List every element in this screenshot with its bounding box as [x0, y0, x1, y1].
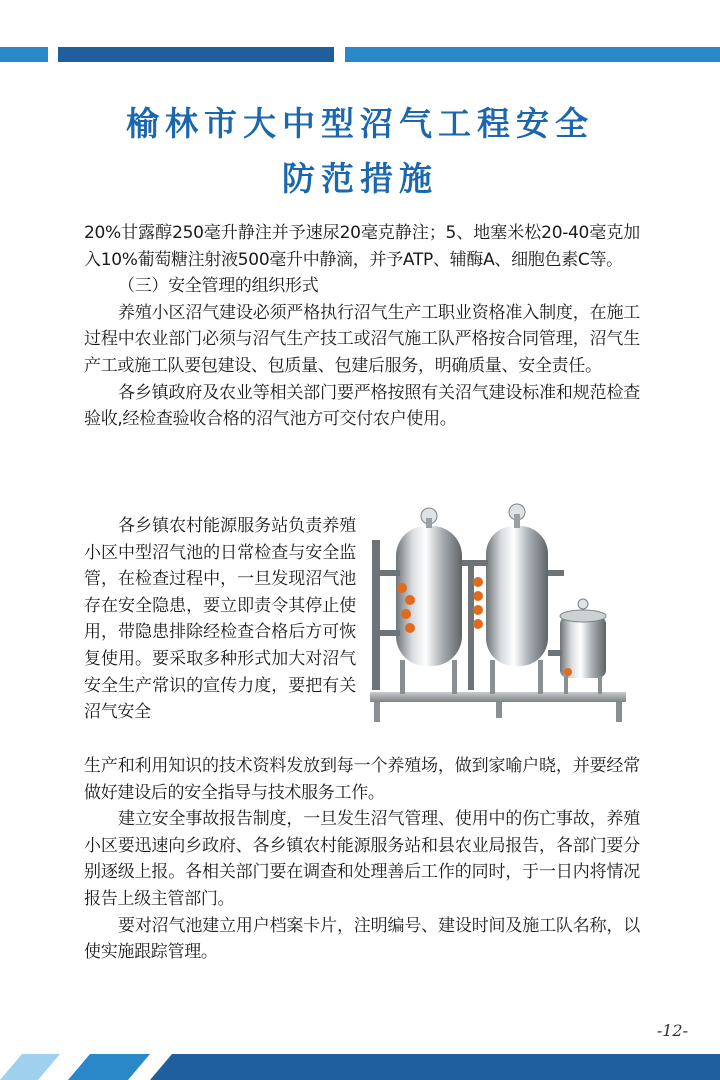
- text-block-top: [84, 220, 640, 433]
- paragraph-treatment: 20%甘露醇250毫升静注并予速尿20毫克静注；5、地塞米松20-40毫克加入10%葡萄糖注射液500毫升中静滴，并予ATP、辅酶A、细胞色素C等。: [84, 223, 640, 270]
- paragraph-user-archive: 要对沼气池建立用户档案卡片，注明编号、建设时间及施工队名称，以使实施跟踪管理。: [84, 915, 640, 963]
- paragraph-accident-report: 建立安全事故报告制度，一旦发生沼气管理、使用中的伤亡事故，养殖小区要迅速向乡政府、各乡镇农村能源服务站和县农业局报告，各部门要分别逐级上报。各相关部门要在调查和处理善后工作的同时，于一日内将情况报告上级主管部门。: [84, 809, 640, 909]
- biogas-equipment-image: [366, 500, 634, 728]
- top-bar-middle: [58, 47, 334, 62]
- page-title-line-2: 防范措施: [282, 159, 438, 198]
- paragraph-inspection: 各乡镇政府及农业等相关部门要严格按照有关沼气建设标准和规范检查验收,经检查验收合格的沼气池方可交付农户使用。: [84, 382, 640, 430]
- bottom-decorative-bar: [0, 1044, 720, 1080]
- page-title-line-1: 榆林市大中型沼气工程安全: [126, 104, 594, 143]
- paragraph-supervision-continued: 生产和利用知识的技术资料发放到每一个养殖场，做到家喻户晓，并要经常做好建设后的安全指导与技术服务工作。: [84, 756, 640, 803]
- text-block-wrap: [84, 513, 356, 726]
- paragraph-supervision: 各乡镇农村能源服务站负责养殖小区中型沼气池的日常检查与安全监管，在检查过程中，一旦发现沼气池存在安全隐患，要立即责令其停止使用，带隐患排除经检查合格后方可恢复使用。要采取多种形式加大对沼气安全生产常识的宣传力度，要把有关沼气安全: [84, 516, 356, 723]
- text-block-bottom: [84, 753, 640, 966]
- section-heading: （三）安全管理的组织形式: [118, 276, 319, 297]
- paragraph-qualification: 养殖小区沼气建设必须严格执行沼气生产工职业资格准入制度，在施工过程中农业部门必须与沼气生产技工或沼气施工队严格按合同管理，沼气生产工或施工队要包建设、包质量、包建后服务，明确质量、安全责任。: [84, 302, 640, 376]
- top-bar-left: [0, 47, 48, 62]
- page-number: -12-: [656, 1021, 688, 1040]
- top-bar-right: [345, 47, 720, 62]
